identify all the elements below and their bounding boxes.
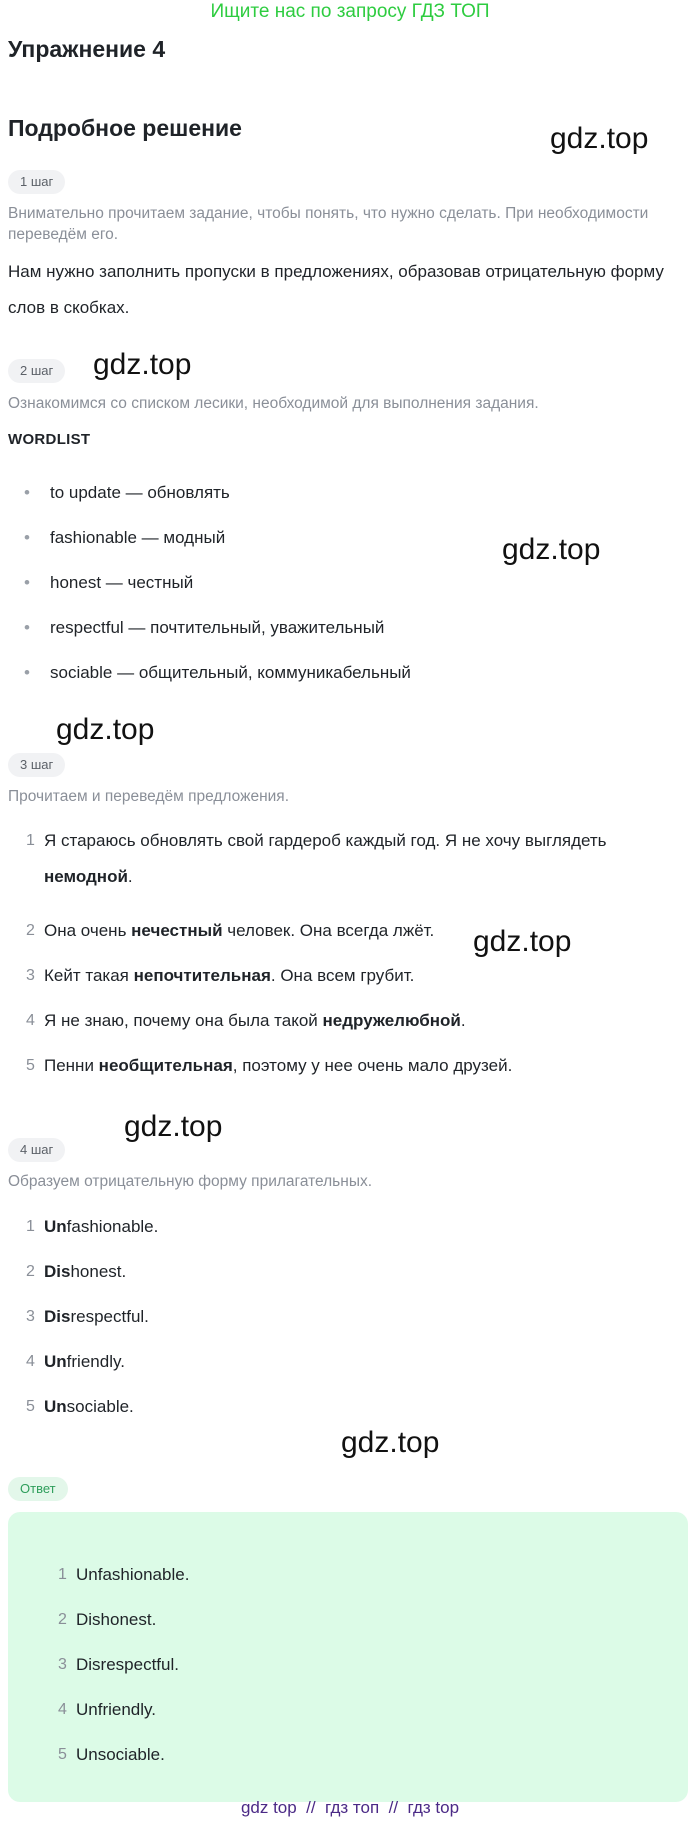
list-item: • fashionable — модный — [24, 523, 664, 568]
list-item: • to update — обновлять — [24, 478, 664, 523]
footer-links[interactable]: gdz top // гдз топ // гдз top — [240, 1798, 460, 1817]
step-4-instruction: Образуем отрицательную форму прилагательных. — [8, 1173, 373, 1190]
list-item: 4 Unfriendly. — [10, 1344, 680, 1389]
answer-label: Ответ — [8, 1477, 68, 1501]
list-item: • respectful — почтительный, уважительный — [24, 613, 664, 658]
top-banner[interactable]: Ищите нас по запросу ГДЗ ТОП — [210, 1, 490, 22]
wordlist-heading: WORDLIST — [8, 431, 91, 448]
list-number: 4 — [58, 1701, 67, 1718]
list-number: 4 — [26, 1353, 35, 1370]
list-item: 3 Disrespectful. — [42, 1647, 642, 1692]
step-label: 1 шаг — [8, 170, 65, 194]
page-title: Упражнение 4 — [8, 36, 166, 62]
list-number: 3 — [26, 1308, 35, 1325]
prefix: Un — [44, 1352, 67, 1371]
step-3-instruction: Прочитаем и переведём предложения. — [8, 788, 289, 805]
list-item: 4 Unfriendly. — [42, 1692, 642, 1737]
list-item: 2 Она очень нечестный человек. Она всегда лжёт. — [10, 913, 680, 958]
answer-word: нечестный — [131, 921, 223, 940]
watermark: gdz.top — [550, 122, 649, 155]
step-3-badge — [8, 753, 65, 777]
list-item: 5 Пенни необщительная, поэтому у нее очень мало друзей. — [10, 1048, 680, 1093]
answer-list — [42, 1557, 642, 1782]
list-item: 4 Я не знаю, почему она была такой недружелюбной. — [10, 1003, 680, 1048]
watermark: gdz.top — [473, 925, 572, 958]
list-item: 3 Disrespectful. — [10, 1299, 680, 1344]
list-item: • honest — честный — [24, 568, 664, 613]
answer-badge — [8, 1477, 68, 1501]
list-item: • sociable — общительный, коммуникабельный — [24, 658, 664, 703]
list-number: 2 — [58, 1611, 67, 1628]
step-4-badge — [8, 1138, 65, 1162]
list-number: 3 — [58, 1656, 67, 1673]
negative-forms-list — [10, 1209, 680, 1434]
list-number: 1 — [58, 1566, 67, 1583]
step-1-text: Нам нужно заполнить пропуски в предложениях, образовав отрицательную форму слов в скобках. — [8, 262, 664, 317]
list-number: 2 — [26, 1263, 35, 1280]
watermark: gdz.top — [341, 1426, 440, 1459]
step-1-instruction: Внимательно прочитаем задание, чтобы понять, что нужно сделать. При необходимости переведём его. — [8, 205, 649, 243]
watermark: gdz.top — [93, 348, 192, 381]
list-item: 2 Dishonest. — [10, 1254, 680, 1299]
list-number: 1 — [26, 832, 35, 849]
list-number: 2 — [26, 922, 35, 939]
answer-box — [8, 1512, 688, 1802]
list-item: 3 Кейт такая непочтительная. Она всем грубит. — [10, 958, 680, 1003]
step-label: 3 шаг — [8, 753, 65, 777]
list-item: 1 Я стараюсь обновлять свой гардероб каждый год. Я не хочу выглядеть немодной. — [10, 823, 680, 913]
list-number: 5 — [58, 1746, 67, 1763]
sentence-list — [10, 823, 680, 1093]
answer-word: немодной — [44, 867, 128, 886]
wordlist — [24, 478, 664, 703]
answer-word: недружелюбной — [322, 1011, 461, 1030]
list-number: 5 — [26, 1057, 35, 1074]
list-item: 5 Unsociable. — [42, 1737, 642, 1782]
list-item: 1 Unfashionable. — [42, 1557, 642, 1602]
step-1-badge — [8, 170, 65, 194]
list-item: 5 Unsociable. — [10, 1389, 680, 1434]
prefix: Dis — [44, 1262, 71, 1281]
step-2-instruction: Ознакомимся со списком лесики, необходимой для выполнения задания. — [8, 395, 539, 412]
list-item: 1 Unfashionable. — [10, 1209, 680, 1254]
prefix: Un — [44, 1397, 67, 1416]
list-number: 4 — [26, 1012, 35, 1029]
list-item: 2 Dishonest. — [42, 1602, 642, 1647]
step-2-badge — [8, 359, 65, 383]
answer-word: непочтительная — [133, 966, 271, 985]
list-number: 5 — [26, 1398, 35, 1415]
answer-word: необщительная — [98, 1056, 233, 1075]
step-label: 2 шаг — [8, 359, 65, 383]
list-number: 1 — [26, 1218, 35, 1235]
watermark: gdz.top — [502, 533, 601, 566]
watermark: gdz.top — [56, 713, 155, 746]
list-number: 3 — [26, 967, 35, 984]
prefix: Dis — [44, 1307, 71, 1326]
step-label: 4 шаг — [8, 1138, 65, 1162]
section-title: Подробное решение — [8, 115, 242, 141]
prefix: Un — [44, 1217, 67, 1236]
watermark: gdz.top — [124, 1110, 223, 1143]
